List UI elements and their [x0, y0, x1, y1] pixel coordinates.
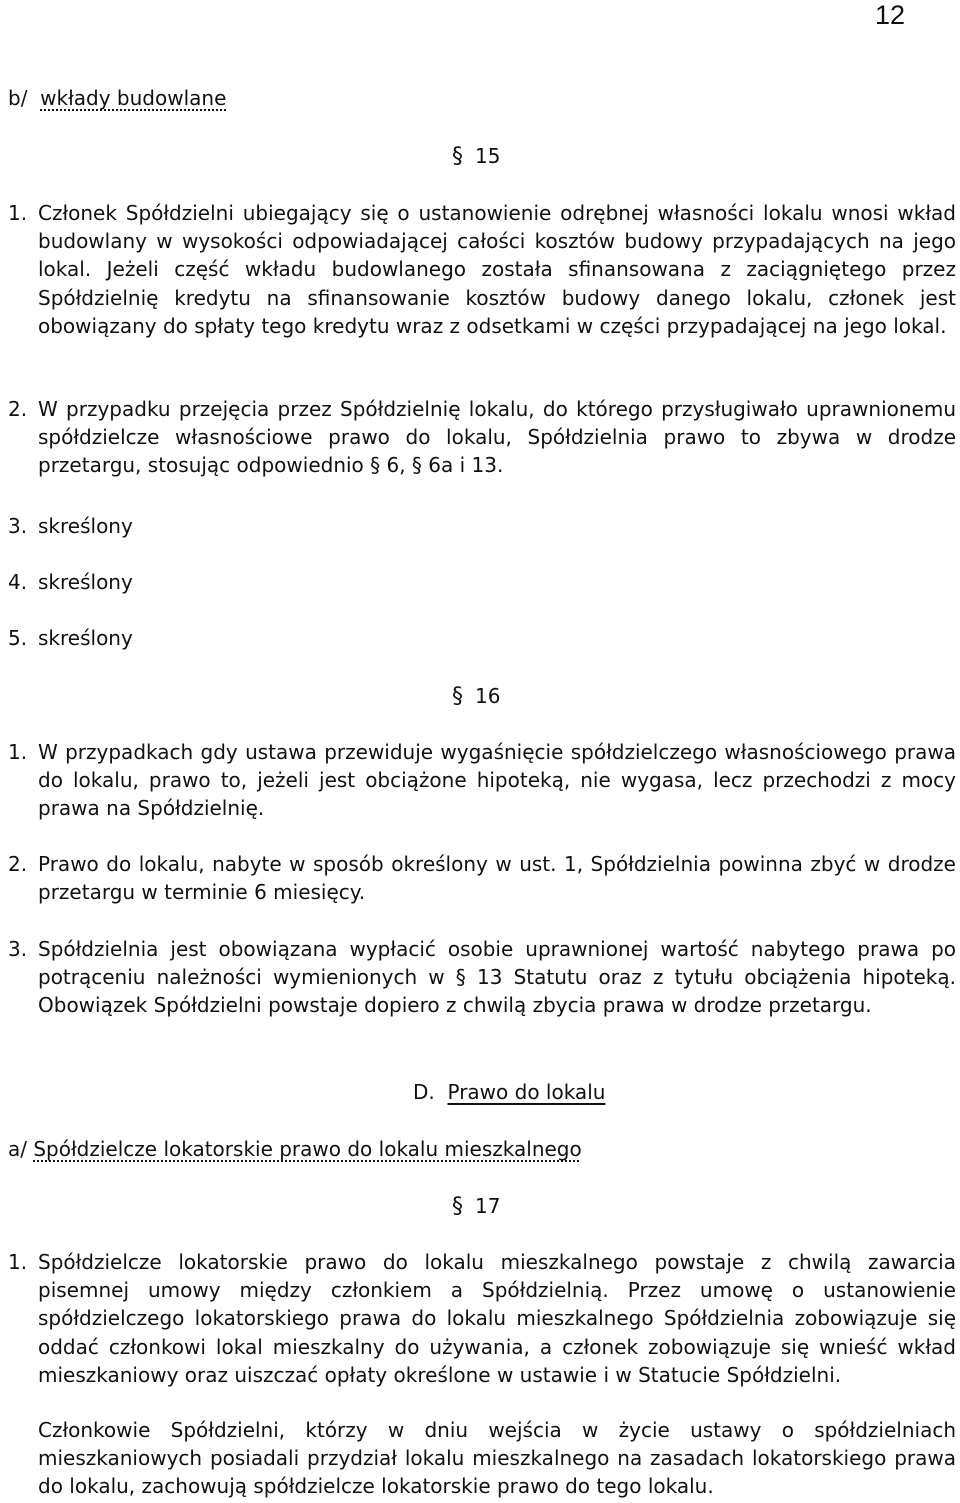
item-number: 1.	[8, 1250, 28, 1274]
paragraph-17-mark	[452, 1192, 500, 1221]
section-sign: §	[452, 1194, 463, 1219]
item-number: 2.	[8, 852, 28, 876]
item-text: skreślony	[38, 626, 133, 650]
para15-item-2	[8, 395, 956, 480]
section-d-heading	[413, 1078, 605, 1106]
section-a-heading	[8, 1135, 582, 1163]
paragraph-16-mark	[452, 682, 500, 711]
item-number: 2.	[8, 397, 28, 421]
para15-item-1	[8, 199, 956, 340]
para15-item-4	[8, 568, 956, 596]
item-number: 3.	[8, 937, 28, 961]
para16-item-2	[8, 850, 956, 906]
item-number: 4.	[8, 570, 28, 594]
section-a-prefix: a/	[8, 1137, 27, 1161]
para15-item-3	[8, 512, 956, 540]
para16-item-1	[8, 738, 956, 823]
item-text: Spółdzielnia jest obowiązana wypłacić osobie uprawnionej wartość nabytego prawa po potrąceniu należności wymienionych w § 13 Statutu oraz z tytułu obciążenia hipoteką. Obowiązek Spółdzielni powstaje dopiero z chwilą zbycia prawa w drodze przetargu.	[38, 937, 956, 1018]
section-sign: §	[452, 144, 463, 169]
section-a-title: Spółdzielcze lokatorskie prawo do lokalu mieszkalnego	[33, 1137, 582, 1161]
item-number: 5.	[8, 626, 28, 650]
page-number: 12	[874, 0, 905, 30]
extra-text: Członkowie Spółdzielni, którzy w dniu wejścia w życie ustawy o spółdzielniach mieszkaniowych posiadali przydział lokalu mieszkalnego na zasadach lokatorskiego prawa do lokalu, zachowują spółdzielcze lokatorskie prawo do tego lokalu.	[38, 1418, 956, 1499]
para16-item-3	[8, 935, 956, 1020]
section-d-letter: D.	[413, 1080, 435, 1104]
paragraph-15-mark	[452, 142, 500, 171]
para17-item-1	[8, 1248, 956, 1389]
item-number: 1.	[8, 201, 28, 225]
item-text: Spółdzielcze lokatorskie prawo do lokalu mieszkalnego powstaje z chwilą zawarcia pisemnej umowy między członkiem a Spółdzielnią. Przez umowę o ustanowienie spółdzielczego lokatorskiego prawa do lokalu mieszkalnego Spółdzielnia zobowiązuje się oddać członkowi lokal mieszkalny do używania, a członek zobowiązuje się wnieść wkład mieszkaniowy oraz uiszczać opłaty określone w ustawie i w Statucie Spółdzielni.	[38, 1250, 956, 1387]
paragraph-number: 17	[475, 1194, 501, 1218]
section-sign: §	[452, 684, 463, 709]
item-text: skreślony	[38, 514, 133, 538]
para15-item-5	[8, 624, 956, 652]
section-b-prefix: b/	[8, 86, 28, 110]
item-text: Członek Spółdzielni ubiegający się o ustanowienie odrębnej własności lokalu wnosi wkład budowlany w wysokości odpowiadającej całości kosztów budowy przypadających na jego lokal. Jeżeli część wkładu budowlanego została sfinansowana z zaciągniętego przez Spółdzielnię kredytu na sfinansowanie kosztów budowy danego lokalu, członek jest obowiązany do spłaty tego kredytu wraz z odsetkami w części przypadającej na jego lokal.	[38, 201, 956, 338]
section-b-heading	[8, 84, 226, 112]
section-d-title: Prawo do lokalu	[447, 1080, 606, 1104]
item-text: skreślony	[38, 570, 133, 594]
item-text: W przypadku przejęcia przez Spółdzielnię lokalu, do którego przysługiwało uprawnionemu spółdzielcze własnościowe prawo do lokalu, Spółdzielnia prawo to zbywa w drodze przetargu, stosując odpowiednio § 6, § 6a i 13.	[38, 397, 956, 478]
paragraph-number: 16	[475, 684, 501, 708]
para17-extra	[38, 1416, 956, 1501]
item-number: 1.	[8, 740, 28, 764]
section-b-title: wkłady budowlane	[40, 86, 227, 110]
item-text: W przypadkach gdy ustawa przewiduje wygaśnięcie spółdzielczego własnościowego prawa do lokalu, prawo to, jeżeli jest obciążone hipoteką, nie wygasa, lecz przechodzi z mocy prawa na Spółdzielnię.	[38, 740, 956, 821]
item-text: Prawo do lokalu, nabyte w sposób określony w ust. 1, Spółdzielnia powinna zbyć w drodze przetargu w terminie 6 miesięcy.	[38, 852, 956, 905]
paragraph-number: 15	[475, 144, 501, 168]
item-number: 3.	[8, 514, 28, 538]
